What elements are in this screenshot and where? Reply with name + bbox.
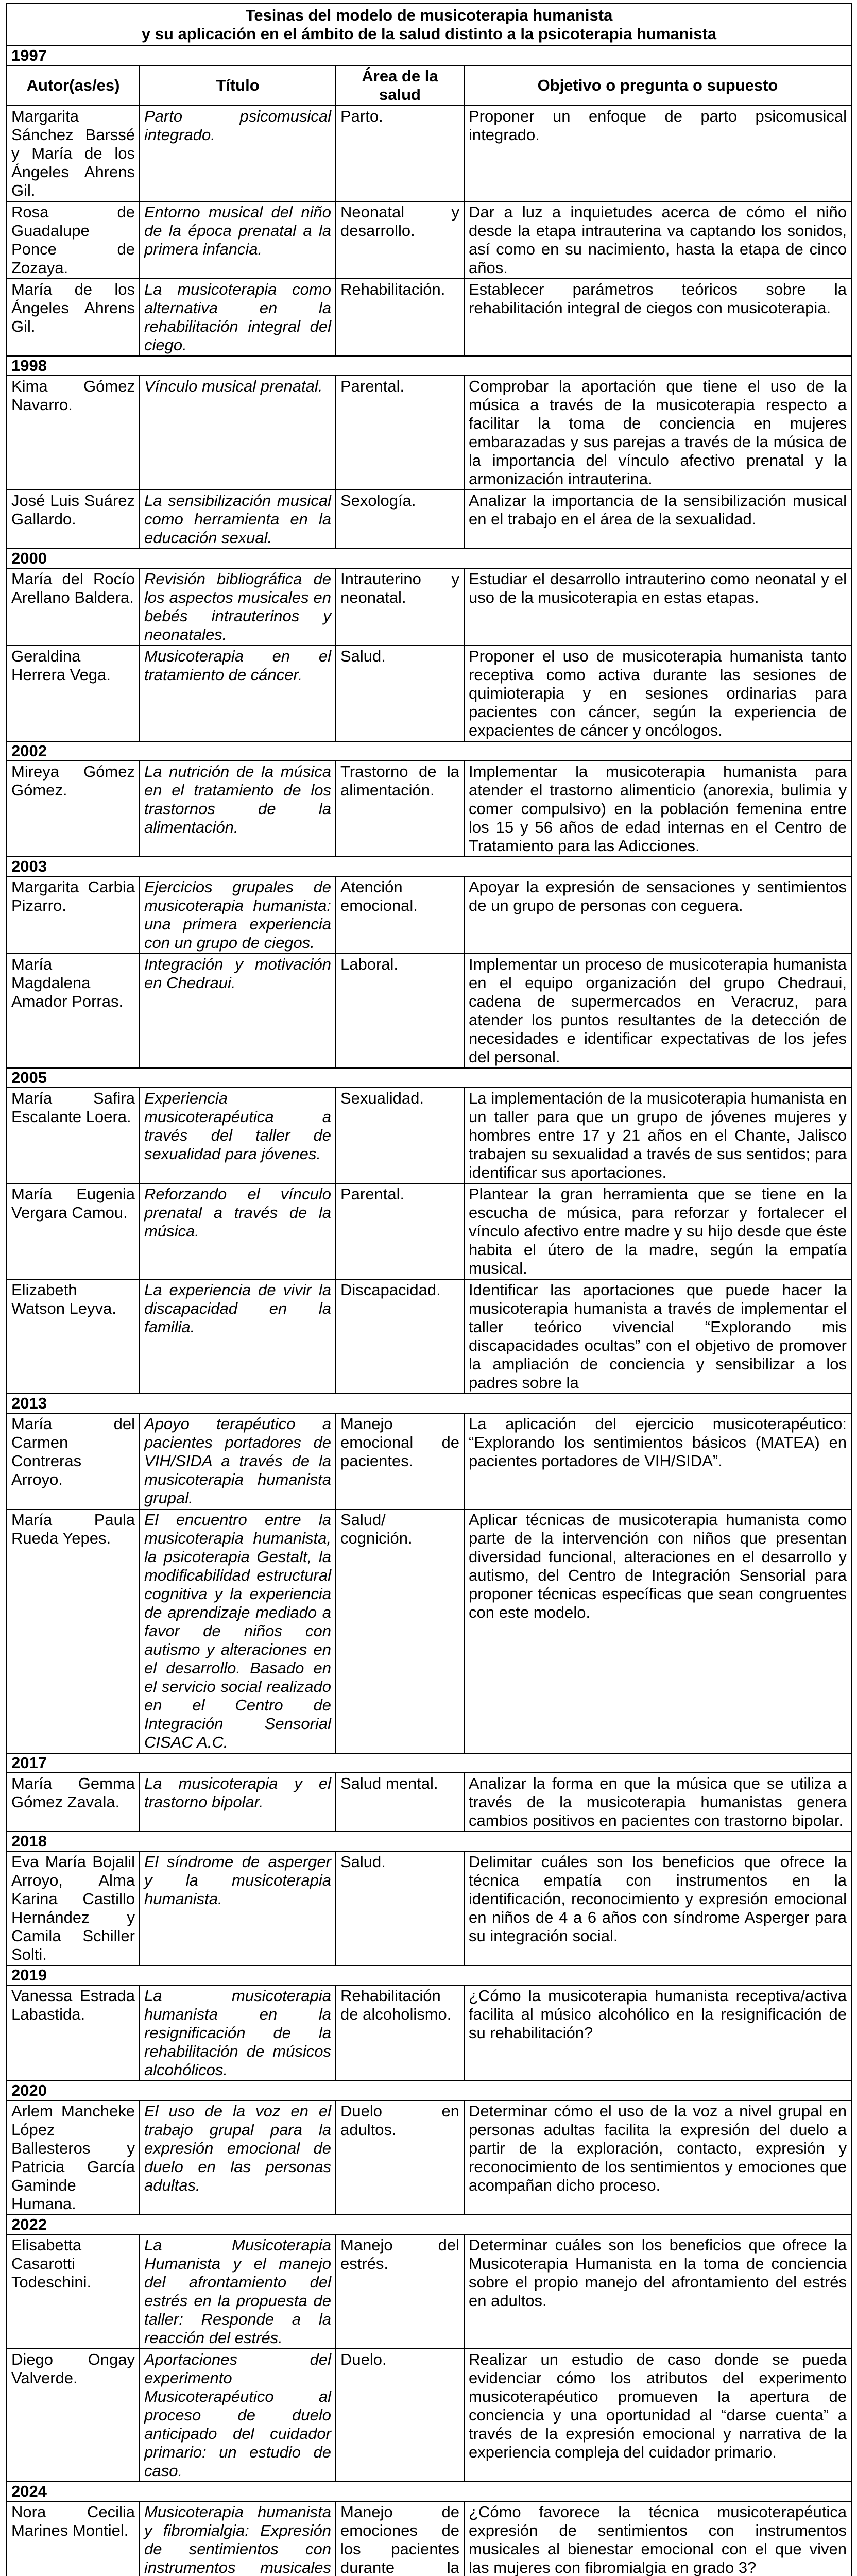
objective-cell: Comprobar la aportación que tiene el uso de la música a través de la musicoterapia respecto a facilitar la toma de conciencia en mujeres embarazadas y sus parejas a través de la música de la importancia del vínculo afectivo prenatal y la armonización intrauterina.: [464, 376, 851, 490]
table-row: [7, 2349, 851, 2482]
year-row: [7, 1394, 851, 1413]
author-cell: José Luis Suárez Gallardo.: [7, 490, 140, 549]
objective-cell: Aplicar técnicas de musicoterapia humanista como parte de la intervención con niños que presentan diversidad funcional, alteraciones en el desarrollo y autismo, del Centro de Integración Sensorial para proponer técnicas específicas que sean congruentes con este modelo.: [464, 1509, 851, 1753]
author-cell: Rosa de Guadalupe Ponce de Zozaya.: [7, 201, 140, 279]
year-label: 2013: [7, 1394, 851, 1413]
title-cell: El encuentro entre la musicoterapia humanista, la psicoterapia Gestalt, la modificabilidad estructural cognitiva y la experiencia de aprendizaje mediado a favor de niños con autismo y alteraciones en el desarrollo. Basado en el servicio social realizado en el Centro de Integración Sensorial CISAC A.C.: [140, 1509, 336, 1753]
table-header: [7, 4, 851, 46]
column-header-objective: Objetivo o pregunta o supuesto: [464, 65, 851, 106]
title-cell: Reforzando el vínculo prenatal a través de la música.: [140, 1183, 336, 1279]
year-row: [7, 857, 851, 876]
area-cell: Sexología.: [336, 490, 464, 549]
title-cell: La musicoterapia y el trastorno bipolar.: [140, 1773, 336, 1832]
objective-cell: Estudiar el desarrollo intrauterino como neonatal y el uso de la musicoterapia en estas etapas.: [464, 568, 851, 646]
title-cell: Entorno musical del niño de la época prenatal a la primera infancia.: [140, 201, 336, 279]
title-cell: La Musicoterapia Humanista y el manejo del afrontamiento del estrés en la propuesta de taller: Responde a la reacción del estrés.: [140, 2234, 336, 2349]
author-cell: Eva María Bojalil Arroyo, Alma Karina Castillo Hernández y Camila Schiller Solti.: [7, 1851, 140, 1965]
author-cell: Nora Cecilia Marines Montiel.: [7, 2501, 140, 2576]
author-cell: Margarita Carbia Pizarro.: [7, 876, 140, 954]
author-cell: María del Carmen Contreras Arroyo.: [7, 1413, 140, 1509]
table-row: [7, 646, 851, 741]
title-cell: Ejercicios grupales de musicoterapia humanista: una primera experiencia con un grupo de ciegos.: [140, 876, 336, 954]
year-row: [7, 1965, 851, 1985]
column-header-title: Título: [140, 65, 336, 106]
objective-cell: Determinar cómo el uso de la voz a nivel grupal en personas adultas facilita la expresión del duelo a partir de la exploración, contacto, expresión y reconocimiento de los sentimientos y emociones que acompañan dicho proceso.: [464, 2100, 851, 2215]
title-cell: El síndrome de asperger y la musicoterapia humanista.: [140, 1851, 336, 1965]
objective-cell: Proponer un enfoque de parto psicomusical integrado.: [464, 106, 851, 201]
table-row: [7, 106, 851, 201]
area-cell: Parental.: [336, 1183, 464, 1279]
area-cell: Salud.: [336, 646, 464, 741]
objective-cell: Implementar un proceso de musicoterapia humanista en el equipo organización del grupo Chedraui, cadena de supermercados en Veracruz, para atender los puntos resultantes de la detección de necesidades e identificar expectativas de los jefes del personal.: [464, 954, 851, 1068]
table-title: [7, 4, 851, 46]
year-row: [7, 2081, 851, 2100]
title-cell: Aportaciones del experimento Musicoterapéutico al proceso de duelo anticipado del cuidador primario: un estudio de caso.: [140, 2349, 336, 2482]
area-cell: Salud mental.: [336, 1773, 464, 1832]
title-cell: La musicoterapia humanista en la resignificación de la rehabilitación de músicos alcohólicos.: [140, 1985, 336, 2081]
objective-cell: Apoyar la expresión de sensaciones y sentimientos de un grupo de personas con ceguera.: [464, 876, 851, 954]
objective-cell: Dar a luz a inquietudes acerca de cómo el niño desde la etapa intrauterina va captando los sonidos, así como en su nacimiento, hasta la etapa de cinco años.: [464, 201, 851, 279]
table-row: [7, 1279, 851, 1394]
objective-cell: Establecer parámetros teóricos sobre la rehabilitación integral de ciegos con musicoterapia.: [464, 279, 851, 356]
title-cell: La sensibilización musical como herramienta en la educación sexual.: [140, 490, 336, 549]
area-cell: Rehabilitación.: [336, 279, 464, 356]
area-cell: Trastorno de la alimentación.: [336, 761, 464, 857]
year-row: [7, 1753, 851, 1773]
objective-cell: Analizar la importancia de la sensibilización musical en el trabajo en el área de la sexualidad.: [464, 490, 851, 549]
title-cell: La musicoterapia como alternativa en la rehabilitación integral del ciego.: [140, 279, 336, 356]
objective-cell: La implementación de la musicoterapia humanista en un taller para que un grupo de jóvenes mujeres y hombres entre 17 y 21 años en el Chante, Jalisco trabajen su sexualidad a través de sus sentidos; para identificar sus aportaciones.: [464, 1088, 851, 1183]
table-row: [7, 568, 851, 646]
table-row: [7, 876, 851, 954]
area-cell: Atención emocional.: [336, 876, 464, 954]
year-row: [7, 356, 851, 376]
author-cell: Vanessa Estrada Labastida.: [7, 1985, 140, 2081]
year-row: [7, 2215, 851, 2234]
table-row: [7, 1088, 851, 1183]
area-cell: Sexualidad.: [336, 1088, 464, 1183]
title-cell: Apoyo terapéutico a pacientes portadores de VIH/SIDA a través de la musicoterapia humanista grupal.: [140, 1413, 336, 1509]
author-cell: María Paula Rueda Yepes.: [7, 1509, 140, 1753]
author-cell: Elisabetta Casarotti Todeschini.: [7, 2234, 140, 2349]
column-header-author: Autor(as/es): [7, 65, 140, 106]
year-label: 2022: [7, 2215, 851, 2234]
area-cell: Duelo.: [336, 2349, 464, 2482]
year-label: 2018: [7, 1832, 851, 1851]
column-header-area: Área de la salud: [336, 65, 464, 106]
table-row: [7, 1413, 851, 1509]
objective-cell: ¿Cómo favorece la técnica musicoterapéutica expresión de sentimientos con instrumentos musicales al bienestar emocional con el que viven las mujeres con fibromialgia en grado 3?: [464, 2501, 851, 2576]
title-cell: El uso de la voz en el trabajo grupal para la expresión emocional de duelo en las personas adultas.: [140, 2100, 336, 2215]
table-row: [7, 490, 851, 549]
year-label: 2003: [7, 857, 851, 876]
author-cell: Elizabeth Watson Leyva.: [7, 1279, 140, 1394]
title-cell: Vínculo musical prenatal.: [140, 376, 336, 490]
table-body: [7, 46, 851, 2576]
year-row: [7, 549, 851, 568]
author-cell: María Safira Escalante Loera.: [7, 1088, 140, 1183]
author-cell: Margarita Sánchez Barssé y María de los Ángeles Ahrens Gil.: [7, 106, 140, 201]
title-cell: Musicoterapia humanista y fibromialgia: Expresión de sentimientos con instrumentos musicales: [140, 2501, 336, 2576]
page: [6, 3, 851, 2576]
author-cell: Mireya Gómez Gómez.: [7, 761, 140, 857]
area-cell: Duelo en adultos.: [336, 2100, 464, 2215]
table-row: [7, 761, 851, 857]
author-cell: María del Rocío Arellano Baldera.: [7, 568, 140, 646]
area-cell: Parental.: [336, 376, 464, 490]
table-row: [7, 2501, 851, 2576]
objective-cell: ¿Cómo la musicoterapia humanista receptiva/activa facilita al músico alcohólico en la resignificación de su rehabilitación?: [464, 1985, 851, 2081]
objective-cell: Proponer el uso de musicoterapia humanista tanto receptiva como activa durante las sesiones de quimioterapia y en sesiones ordinarias para pacientes con cáncer, según la experiencia de expacientes de cáncer y oncólogos.: [464, 646, 851, 741]
year-label: 1998: [7, 356, 851, 376]
objective-cell: Identificar las aportaciones que puede hacer la musicoterapia humanista a través de implementar el taller teórico vivencial “Explorando mis discapacidades ocultas” con el objetivo de promover la ampliación de conciencia y sensibilizar a los padres sobre la: [464, 1279, 851, 1394]
table-row: [7, 2234, 851, 2349]
table-row: [7, 376, 851, 490]
area-cell: Manejo del estrés.: [336, 2234, 464, 2349]
objective-cell: Implementar la musicoterapia humanista para atender el trastorno alimenticio (anorexia, bulimia y comer compulsivo) en la población femenina entre los 15 y 56 años de edad internas en el Centro de Tratamiento para las Adicciones.: [464, 761, 851, 857]
objective-cell: Delimitar cuáles son los beneficios que ofrece la técnica empatía con instrumentos en la identificación, reconocimiento y expresión emocional en niños de 4 a 6 años con síndrome Asperger para su integración social.: [464, 1851, 851, 1965]
objective-cell: Analizar la forma en que la música que se utiliza a través de la musicoterapia humanistas genera cambios positivos en pacientes con trastorno bipolar.: [464, 1773, 851, 1832]
title-cell: La nutrición de la música en el tratamiento de los trastornos de la alimentación.: [140, 761, 336, 857]
table-row: [7, 279, 851, 356]
objective-cell: Plantear la gran herramienta que se tiene en la escucha de música, para reforzar y fortalecer el vínculo afectivo entre madre y su hijo desde que éste habita el útero de la madre, según la empatía musical.: [464, 1183, 851, 1279]
area-cell: Manejo emocional de pacientes.: [336, 1413, 464, 1509]
year-row: [7, 1832, 851, 1851]
title-row: [7, 4, 851, 46]
table-row: [7, 1509, 851, 1753]
title-cell: Integración y motivación en Chedraui.: [140, 954, 336, 1068]
area-cell: Salud.: [336, 1851, 464, 1965]
year-label: 2005: [7, 1068, 851, 1088]
objective-cell: La aplicación del ejercicio musicoterapéutico: “Explorando los sentimientos básicos (MATEA) en pacientes portadores de VIH/SIDA”.: [464, 1413, 851, 1509]
author-cell: María Gemma Gómez Zavala.: [7, 1773, 140, 1832]
year-label: 2024: [7, 2482, 851, 2501]
author-cell: Arlem Mancheke López Ballesteros y Patricia García Gaminde Humana.: [7, 2100, 140, 2215]
year-row: [7, 1068, 851, 1088]
area-cell: Rehabilitación de alcoholismo.: [336, 1985, 464, 2081]
table-row: [7, 1985, 851, 2081]
table-row: [7, 1773, 851, 1832]
year-row: [7, 46, 851, 65]
author-cell: María de los Ángeles Ahrens Gil.: [7, 279, 140, 356]
table-title-line-1: Tesinas del modelo de musicoterapia humanista: [245, 6, 613, 24]
objective-cell: Determinar cuáles son los beneficios que ofrece la Musicoterapia Humanista en la toma de conciencia sobre el propio manejo del afrontamiento del estrés en adultos.: [464, 2234, 851, 2349]
area-cell: Parto.: [336, 106, 464, 201]
area-cell: Salud/ cognición.: [336, 1509, 464, 1753]
table-row: [7, 954, 851, 1068]
area-cell: Intrauterino y neonatal.: [336, 568, 464, 646]
year-label: 1997: [7, 46, 851, 65]
area-cell: Manejo de emociones de los pacientes durante la: [336, 2501, 464, 2576]
table-row: [7, 201, 851, 279]
title-cell: Revisión bibliográfica de los aspectos musicales en bebés intrauterinos y neonatales.: [140, 568, 336, 646]
year-label: 2019: [7, 1965, 851, 1985]
objective-cell: Realizar un estudio de caso donde se pueda evidenciar cómo los atributos del experimento musicoterapéutico promueven la apertura de conciencia y una oportunidad al “darse cuenta” a través de la expresión emocional y narrativa de la experiencia compleja del cuidador primario.: [464, 2349, 851, 2482]
year-label: 2000: [7, 549, 851, 568]
thesis-table: [6, 3, 852, 2576]
title-cell: Experiencia musicoterapéutica a través del taller de sexualidad para jóvenes.: [140, 1088, 336, 1183]
title-cell: La experiencia de vivir la discapacidad en la familia.: [140, 1279, 336, 1394]
area-cell: Laboral.: [336, 954, 464, 1068]
table-row: [7, 1851, 851, 1965]
title-cell: Parto psicomusical integrado.: [140, 106, 336, 201]
year-label: 2002: [7, 741, 851, 761]
table-row: [7, 1183, 851, 1279]
area-cell: Neonatal y desarrollo.: [336, 201, 464, 279]
year-row: [7, 741, 851, 761]
year-label: 2020: [7, 2081, 851, 2100]
author-cell: Diego Ongay Valverde.: [7, 2349, 140, 2482]
area-cell: Discapacidad.: [336, 1279, 464, 1394]
year-row: [7, 2482, 851, 2501]
author-cell: María Magdalena Amador Porras.: [7, 954, 140, 1068]
year-label: 2017: [7, 1753, 851, 1773]
author-cell: Kima Gómez Navarro.: [7, 376, 140, 490]
author-cell: María Eugenia Vergara Camou.: [7, 1183, 140, 1279]
column-header-row: [7, 65, 851, 106]
author-cell: Geraldina Herrera Vega.: [7, 646, 140, 741]
table-title-line-2: y su aplicación en el ámbito de la salud distinto a la psicoterapia humanista: [141, 25, 717, 43]
title-cell: Musicoterapia en el tratamiento de cáncer.: [140, 646, 336, 741]
table-row: [7, 2100, 851, 2215]
